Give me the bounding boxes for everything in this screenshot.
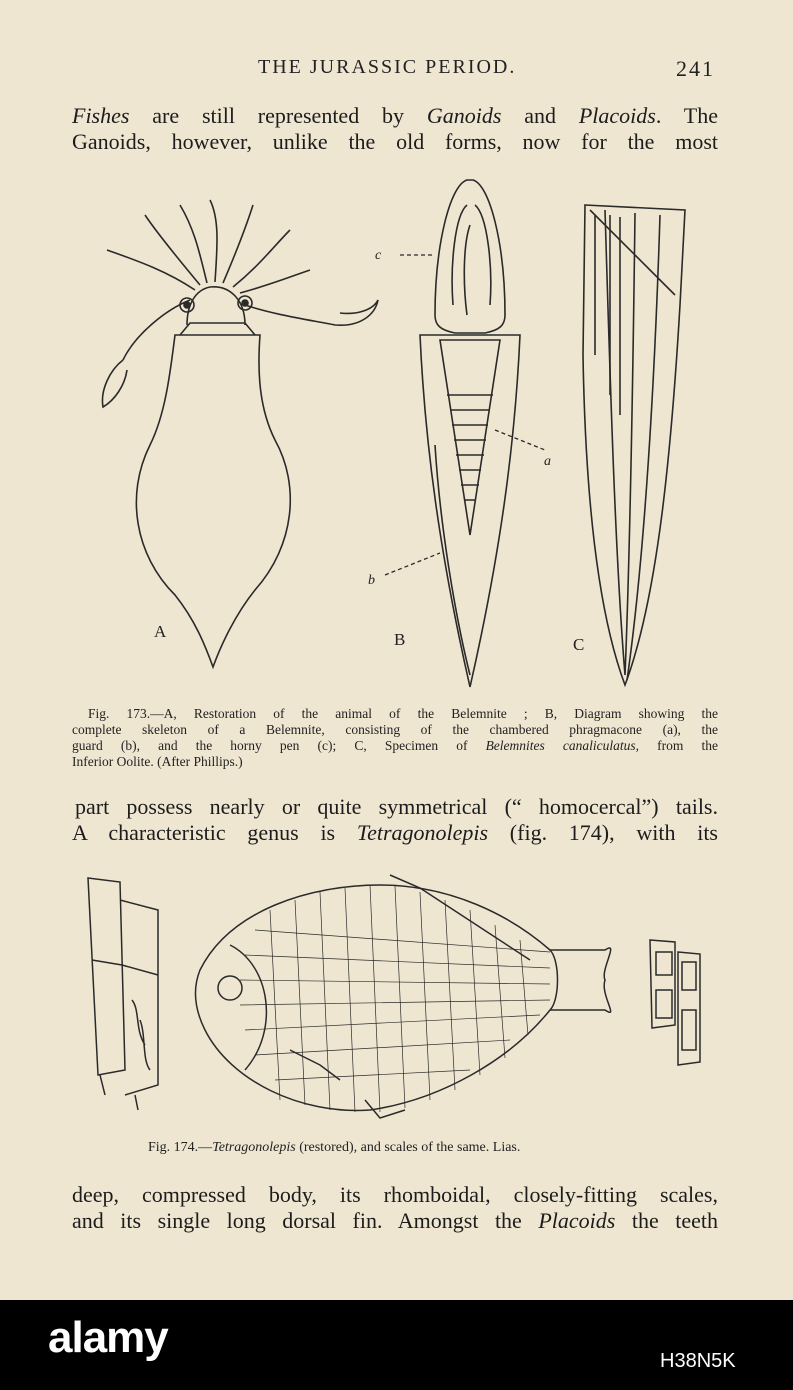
tetragonolepis-fish-drawing — [195, 875, 610, 1118]
scale-fragment-left-drawing — [88, 878, 158, 1110]
para2-line1: part possess nearly or quite symmetrical (“ homocercal”) tails. — [75, 794, 718, 819]
scale-fragment-right-drawing — [650, 940, 700, 1065]
fig173-label-a: a — [544, 454, 551, 469]
watermark-brand-logo: alamy — [48, 1313, 168, 1362]
fig173-label-c: c — [375, 248, 382, 263]
page-number: 241 — [676, 56, 715, 81]
para2-line2: A characteristic genus is Tetragonolepis (fig. 174), with its — [72, 820, 718, 845]
fig173-caption-line2: complete skeleton of a Belemnite, consisting of the chambered phragmacone (a), the — [72, 722, 718, 737]
para3-line1: deep, compressed body, its rhomboidal, closely-fitting scales, — [72, 1182, 718, 1207]
para1-line1: Fishes are still represented by Ganoids and Placoids. The — [72, 103, 718, 128]
fig173-label-b: b — [368, 573, 375, 588]
belemnite-specimen-drawing — [583, 205, 685, 685]
para1-line2: Ganoids, however, unlike the old forms, now for the most — [72, 129, 718, 154]
fig173-label-B: B — [394, 630, 406, 649]
watermark-image-id: H38N5K — [660, 1350, 736, 1372]
fig173-label-A: A — [154, 622, 167, 641]
figure-174 — [80, 870, 710, 1135]
fig173-caption-line1: Fig. 173.—A, Restoration of the animal of the Belemnite ; B, Diagram showing the — [88, 706, 718, 721]
para3-line2: and its single long dorsal fin. Amongst the Placoids the teeth — [72, 1208, 718, 1233]
fig173-caption-line4: Inferior Oolite. (After Phillips.) — [72, 754, 243, 769]
running-head: THE JURASSIC PERIOD. — [258, 56, 517, 78]
fig173-label-C: C — [573, 635, 585, 654]
fig173-caption-line3: guard (b), and the horny pen (c); C, Specimen of Belemnites canaliculatus, from the — [72, 738, 718, 753]
belemnite-animal-drawing — [102, 200, 378, 667]
figure-173 — [95, 175, 715, 700]
fig174-caption: Fig. 174.—Tetragonolepis (restored), and scales of the same. Lias. — [148, 1140, 521, 1155]
